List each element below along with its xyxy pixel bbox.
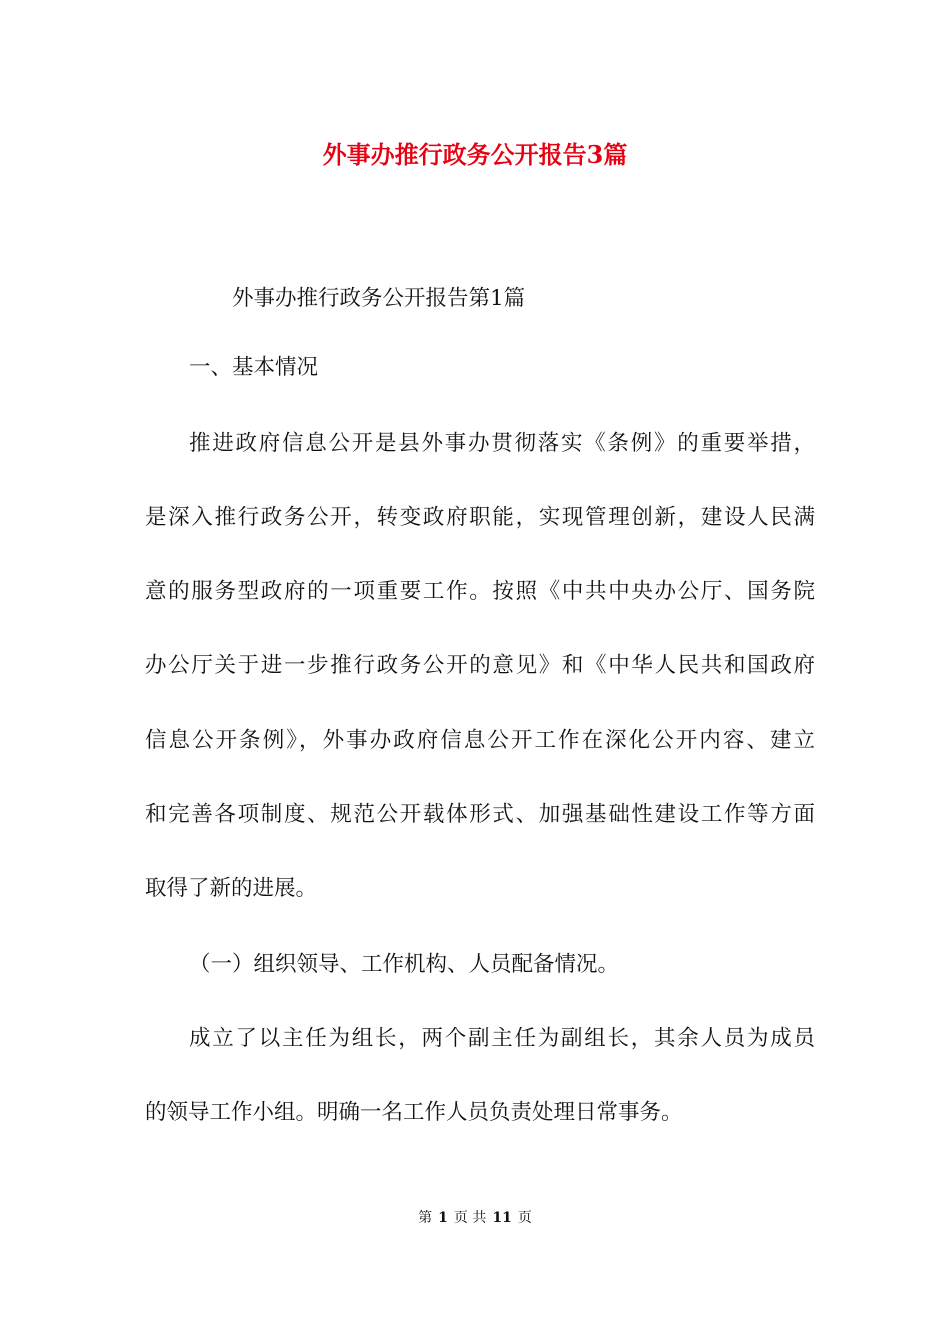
footer-page-number: 1 xyxy=(438,1210,448,1226)
footer-prefix: 第 xyxy=(418,1210,433,1226)
subheading-organization: （一）组织领导、工作机构、人员配备情况。 xyxy=(189,952,620,977)
paragraph-1-line-4: 办公厅关于进一步推行政务公开的意见》和《中华人民共和国政府 xyxy=(145,653,815,678)
subheading-basic-situation: 一、基本情况 xyxy=(189,355,319,380)
paragraph-1-line-3: 意的服务型政府的一项重要工作。按照《中共中央办公厅、国务院 xyxy=(145,579,815,604)
section-heading: 外事办推行政务公开报告第1篇 xyxy=(232,286,526,311)
paragraph-2-line-2: 的领导工作小组。明确一名工作人员负责处理日常事务。 xyxy=(145,1100,683,1125)
paragraph-1-line-6: 和完善各项制度、规范公开载体形式、加强基础性建设工作等方面 xyxy=(145,802,815,827)
footer-middle: 页 共 xyxy=(453,1210,487,1226)
footer-suffix: 页 xyxy=(517,1210,532,1226)
paragraph-1-line-2: 是深入推行政务公开，转变政府职能，实现管理创新，建设人民满 xyxy=(145,505,815,530)
paragraph-2-line-1: 成立了以主任为组长，两个副主任为副组长，其余人员为成员 xyxy=(189,1026,815,1051)
paragraph-1-line-5: 信息公开条例》，外事办政府信息公开工作在深化公开内容、建立 xyxy=(145,728,815,753)
paragraph-1-line-1: 推进政府信息公开是县外事办贯彻落实《条例》的重要举措， xyxy=(189,431,815,456)
paragraph-1-line-7: 取得了新的进展。 xyxy=(145,876,318,901)
document-title: 外事办推行政务公开报告3篇 xyxy=(322,140,628,169)
page-footer xyxy=(0,1208,950,1228)
footer-total-pages: 11 xyxy=(492,1210,512,1226)
